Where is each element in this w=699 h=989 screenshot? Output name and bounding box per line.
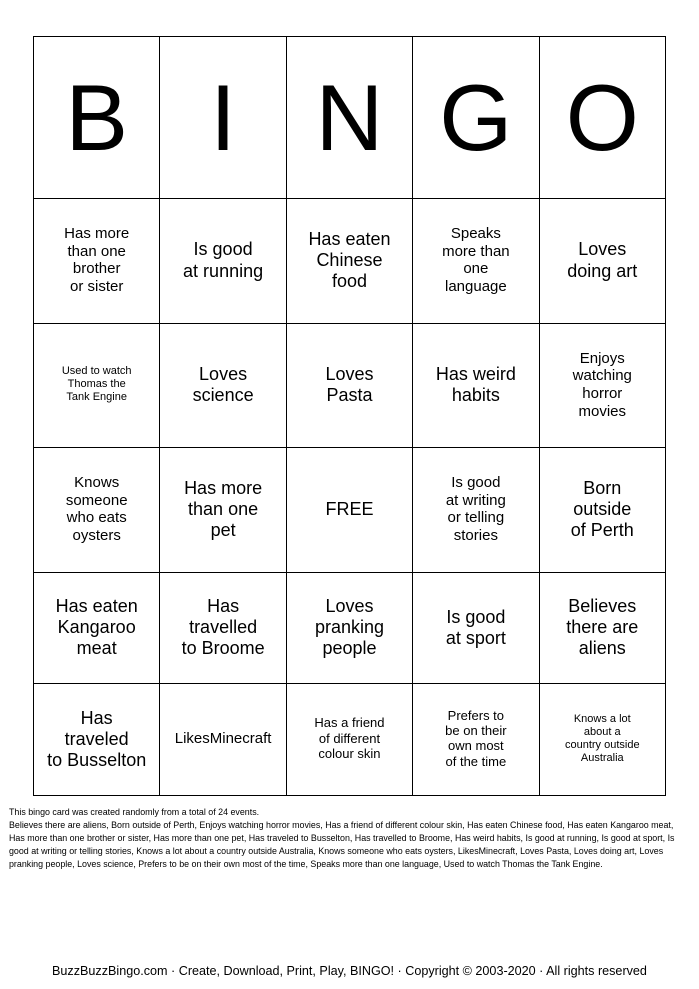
bingo-cell (413, 448, 539, 573)
cell-text: Born outside of Perth (570, 477, 634, 541)
bingo-cell (413, 323, 539, 448)
bingo-cell (34, 684, 160, 796)
cell-text: Loves pranking people (314, 595, 384, 659)
bingo-header-row (34, 37, 666, 199)
cell-text: Is good at sport (445, 606, 506, 648)
cell-text: Prefers to be on their own most of the time (445, 707, 507, 769)
bingo-cell (539, 323, 665, 448)
bingo-cell (34, 448, 160, 573)
bingo-card (33, 36, 666, 796)
bingo-cell (286, 572, 412, 684)
bingo-cell (160, 448, 286, 573)
cell-text: Has eaten Chinese food (308, 228, 391, 292)
cell-text: Loves doing art (567, 239, 638, 281)
bingo-cell (34, 572, 160, 684)
cell-text: Is good at running (183, 239, 264, 281)
bingo-cell (286, 199, 412, 324)
cell-text: Loves Pasta (325, 363, 374, 406)
bingo-cell (34, 199, 160, 324)
cell-text: FREE (325, 499, 374, 520)
header-letter: B (34, 37, 160, 199)
cell-text: Has more than one brother or sister (64, 225, 130, 296)
bingo-cell (539, 684, 665, 796)
cell-text: Used to watch Thomas the Tank Engine (61, 365, 132, 404)
card-caption (9, 806, 691, 871)
bingo-cell (539, 448, 665, 573)
cell-text: Has more than one pet (184, 477, 263, 541)
header-letter: G (413, 37, 539, 199)
cell-text: LikesMinecraft (174, 730, 272, 748)
caption-summary: This bingo card was created randomly from a total of 24 events. (9, 807, 260, 817)
site-footer: BuzzBuzzBingo.com · Create, Download, Print, Play, BINGO! · Copyright © 2003-2020 · All rights reserved (52, 964, 647, 978)
header-letter: N (286, 37, 412, 199)
bingo-cell (539, 572, 665, 684)
cell-text: Believes there are aliens (566, 595, 639, 659)
bingo-row (34, 323, 666, 448)
bingo-cell (286, 323, 412, 448)
cell-text: Knows a lot about a country outside Australia (564, 712, 640, 764)
bingo-cell (160, 684, 286, 796)
bingo-row (34, 572, 666, 684)
header-letter: O (539, 37, 665, 199)
bingo-cell (160, 572, 286, 684)
header-letter: I (160, 37, 286, 199)
bingo-cell (160, 199, 286, 324)
free-space-cell (286, 448, 412, 573)
bingo-cell (160, 323, 286, 448)
cell-text: Has weird habits (435, 363, 516, 406)
cell-text: Knows someone who eats oysters (65, 474, 128, 545)
bingo-row (34, 448, 666, 573)
cell-text: Speaks more than one language (442, 225, 510, 296)
bingo-cell (413, 199, 539, 324)
caption-event-list: Believes there are aliens, Born outside of Perth, Enjoys watching horror movies, Has a friend of different colour skin, Has eaten Chinese food, Has eaten Kangaroo meat, Has more than one brother or sister, Has more than one pet, Has traveled to Busselton, Has travelled to Broome, Has weird habits, Is good at running, Is good at sport, Is good at writing or telling stories, Knows a lot about a country outside Australia, Knows someone who eats oysters, LikesMinecraft, Loves Pasta, Loves doing art, Loves pranking people, Loves science, Prefers to be on their own most of the time, Speaks more than one language, Used to watch Thomas the Tank Engine. (9, 820, 675, 869)
bingo-cell (539, 199, 665, 324)
bingo-cell (286, 684, 412, 796)
bingo-row (34, 684, 666, 796)
cell-text: Loves science (192, 363, 254, 406)
cell-text: Has travelled to Broome (181, 595, 265, 659)
bingo-row (34, 199, 666, 324)
cell-text: Enjoys watching horror movies (572, 349, 632, 420)
cell-text: Has a friend of different colour skin (314, 715, 385, 762)
bingo-cell (34, 323, 160, 448)
cell-text: Is good at writing or telling stories (445, 474, 506, 545)
cell-text: Has traveled to Busselton (47, 707, 147, 770)
cell-text: Has eaten Kangaroo meat (55, 595, 138, 659)
bingo-cell (413, 684, 539, 796)
bingo-cell (413, 572, 539, 684)
